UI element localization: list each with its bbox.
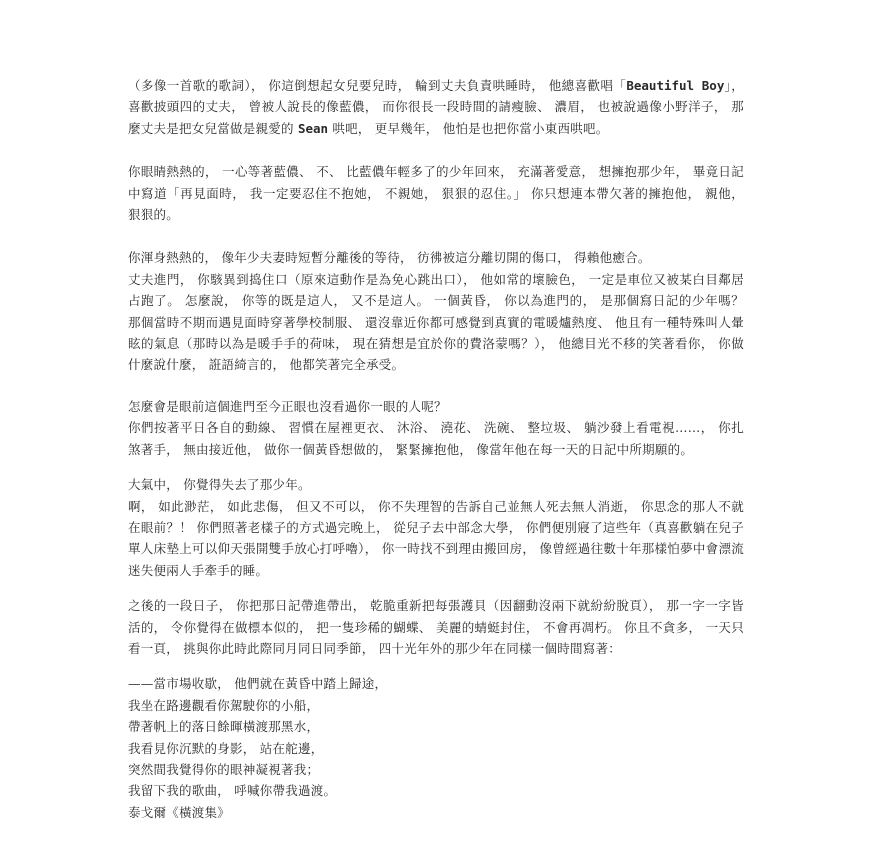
paragraph-5: 你們按著平日各自的動線、 習慣在屋裡更衣、 沐浴、 澆花、 洗碗、 整垃圾、 躺沙發上看電視……， 你扎煞著手， 無由接近他， 做你一個黃昏想做的， 緊緊擁抱他， 像當年他在每一天的日記中所期願的。 [128, 420, 744, 457]
poem-line: 我留下我的歌曲， 呼喊你帶我過渡。 [128, 783, 337, 799]
document-body [128, 75, 744, 823]
paragraph-4: 丈夫進門， 你駭異到捣住口（原來這動作是為免心跳出口）， 他如常的壞臉色， 一定是車位又被某白目鄰居占跑了。 怎麼說， 你等的既是這人， 又不是這人。 一個黃昏， 你以為進門的， 是那個寫日記的少年嗎？ 那個當時不期而遇見面時穿著學校制服、 還沒靠近你都可感覺到真實的電暖爐熱度、 他且有一種特殊叫人暈眩的氣息（那時以為是暖手手的荷味， 現在猜想是宜於你的費洛蒙嗎？）， 他總目光不移的笑著看你， 你做什麼說什麼， 誑語綺言的， 他都笑著完全承受。 [128, 271, 744, 373]
paragraph-1 [128, 75, 744, 139]
paragraph-2: 你眼睛熱熱的， 一心等著藍儂、 不、 比藍儂年輕多了的少年回來， 充滿著愛意， 想擁抱那少年， 畢竟日記中寫道「再見面時， 我一定要忍住不抱她， 不親她， 狠狠的忍住。」 你只想連本帶欠著的擁抱他， 親他， 狠狠的。 [128, 164, 744, 223]
paragraph-1-text-a: （多像一首歌的歌詞）， 你這倒想起女兒要兒時， 輪到丈夫負責哄睡時， 他總喜歡唱「 [128, 78, 627, 93]
paragraph-7: 之後的一段日子， 你把那日記帶進帶出， 乾脆重新把每張護貝（因翻動沒兩下就紛紛脫頁）， 那一字一字皆活的， 令你覺得在做標本似的， 把一隻珍稀的蝴蝶、 美麗的蜻蜓封住， 不會再凋朽。 你且不貪多， 一天只看一頁， 挑與你此時此際同月同日同季節， 四十光年外的那少年在同樣一個時間寫著： [128, 598, 744, 656]
poem-line: 帶著帆上的落日餘暉橫渡那黑水， [128, 719, 320, 735]
paragraph-1-text-c: 哄吧， 更早幾年， 他怕是也把你當小東西哄吧。 [328, 120, 609, 136]
paragraph-1-text-b: 」， 喜歡披頭四的丈夫， 曾被人說長的像藍儂， 而你很長一段時間的請瘦臉、 濃眉， 也被說過像小野洋子， 那麼丈夫是把女兒當做是親愛的 [128, 78, 744, 136]
poem-line: 突然間我覺得你的眼神凝視著我； [128, 761, 320, 777]
name-sean: Sean [297, 120, 329, 136]
paragraph-6-lead: 大氣中， 你覺得失去了那少年。 [128, 477, 311, 493]
poem-attribution: 泰戈爾《橫渡集》 [128, 804, 231, 820]
paragraph-6: 啊， 如此渺茫， 如此悲傷， 但又不可以， 你不失理智的告訴自己並無人死去無人消逝， 你思念的那人不就在眼前？！ 你們照著老樣子的方式過完晚上， 從兒子去中部念大學， 你們便別寢了這些年（真喜歡躺在兒子單人床墊上可以仰天張開雙手放心打呼嚕）， 你一時找不到理由搬回房， 像曾經過往數十年那樣怕夢中會漂流迷失便兩人手牽手的睡。 [128, 498, 744, 578]
poem-quote [128, 673, 744, 823]
paragraph-3: 你渾身熱熱的， 像年少夫妻時短暫分離後的等待， 彷彿被這分離切開的傷口， 得賴他癒合。 [128, 250, 651, 266]
song-title: Beautiful Boy [626, 78, 725, 93]
poem-line: 我坐在路邊觀看你駕駛你的小船， [128, 697, 320, 713]
poem-line: ——當市場收歇， 他們就在黃昏中踏上歸途， [128, 676, 388, 692]
paragraph-5-question: 怎麼會是眼前這個進門至今正眼也沒看過你一眼的人呢？ [128, 398, 447, 414]
poem-line: 我看見你沉默的身影， 站在舵邊， [128, 740, 324, 756]
